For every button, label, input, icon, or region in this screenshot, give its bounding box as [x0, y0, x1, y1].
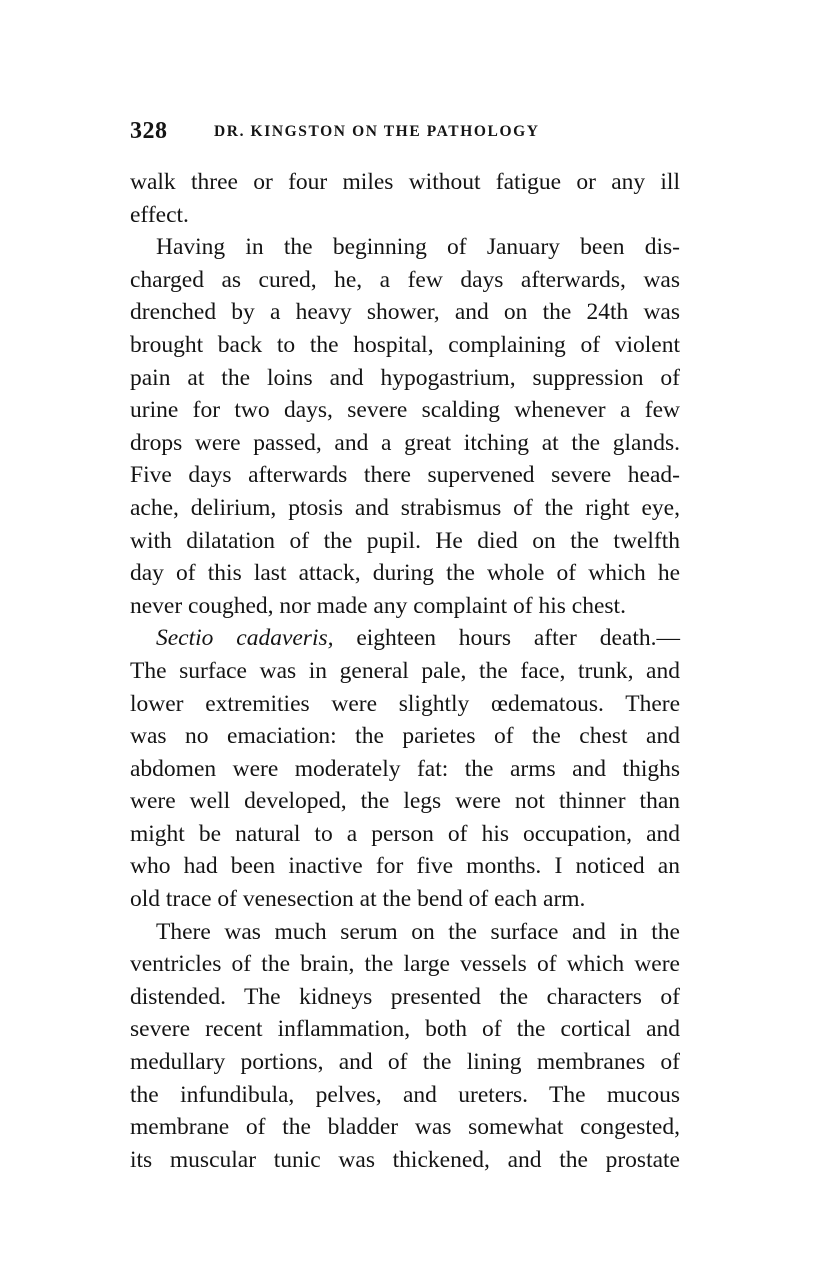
- text-line: abdomen were moderately fat: the arms and thighs: [130, 755, 680, 782]
- text-line: drops were passed, and a great itching at the glands.: [130, 429, 680, 456]
- text-line: medullary portions, and of the lining membranes of: [130, 1049, 680, 1076]
- text-line: charged as cured, he, a few days afterwards, was: [130, 266, 680, 293]
- text-line: membrane of the bladder was somewhat congested,: [130, 1114, 680, 1141]
- lead-rest: eighteen hours after death.—: [333, 625, 680, 652]
- text-line: effect.: [130, 201, 189, 228]
- text-line: might be natural to a person of his occupation, and: [130, 820, 680, 847]
- text-line: distended. The kidneys presented the characters of: [130, 983, 680, 1010]
- text-line: were well developed, the legs were not thinner than: [130, 788, 680, 815]
- text-line: [130, 622, 680, 655]
- text-line: walk three or four miles without fatigue or any ill: [130, 169, 680, 195]
- text-line: old trace of venesection at the bend of each arm.: [130, 886, 586, 913]
- text-line: Having in the beginning of January been dis-: [156, 234, 680, 261]
- text-line: Five days afterwards there supervened severe head-: [130, 462, 680, 489]
- text-line: with dilatation of the pupil. He died on the twelfth: [130, 527, 680, 554]
- text-line: ventricles of the brain, the large vessels of which were: [130, 951, 680, 978]
- text-line: day of this last attack, during the whole of which he: [130, 560, 680, 587]
- text-line: the infundibula, pelves, and ureters. The mucous: [130, 1081, 680, 1108]
- text-line: lower extremities were slightly œdematous. There: [130, 690, 680, 717]
- text-line: pain at the loins and hypogastrium, suppression of: [130, 364, 680, 391]
- text-line: drenched by a heavy shower, and on the 24th was: [130, 299, 680, 326]
- text-line: There was much serum on the surface and in the: [156, 918, 680, 945]
- text-line: ache, delirium, ptosis and strabismus of the right eye,: [130, 494, 680, 521]
- text-line: who had been inactive for five months. I noticed an: [130, 853, 680, 880]
- text-line: brought back to the hospital, complaining of violent: [130, 331, 680, 358]
- body-text: [130, 166, 680, 1176]
- text-line: The surface was in general pale, the face, trunk, and: [130, 657, 680, 684]
- text-line: its muscular tunic was thickened, and the prostate: [130, 1146, 680, 1173]
- italic-lead: Sectio cadaveris,: [156, 625, 334, 652]
- text-line: was no emaciation: the parietes of the chest and: [130, 723, 680, 750]
- page-number: 328: [130, 118, 168, 144]
- page-header: [130, 118, 650, 148]
- text-line: urine for two days, severe scalding whenever a few: [130, 397, 680, 424]
- running-head: DR. KINGSTON ON THE PATHOLOGY: [214, 123, 540, 140]
- text-line: never coughed, nor made any complaint of his chest.: [130, 592, 626, 619]
- text-line: severe recent inflammation, both of the cortical and: [130, 1016, 680, 1043]
